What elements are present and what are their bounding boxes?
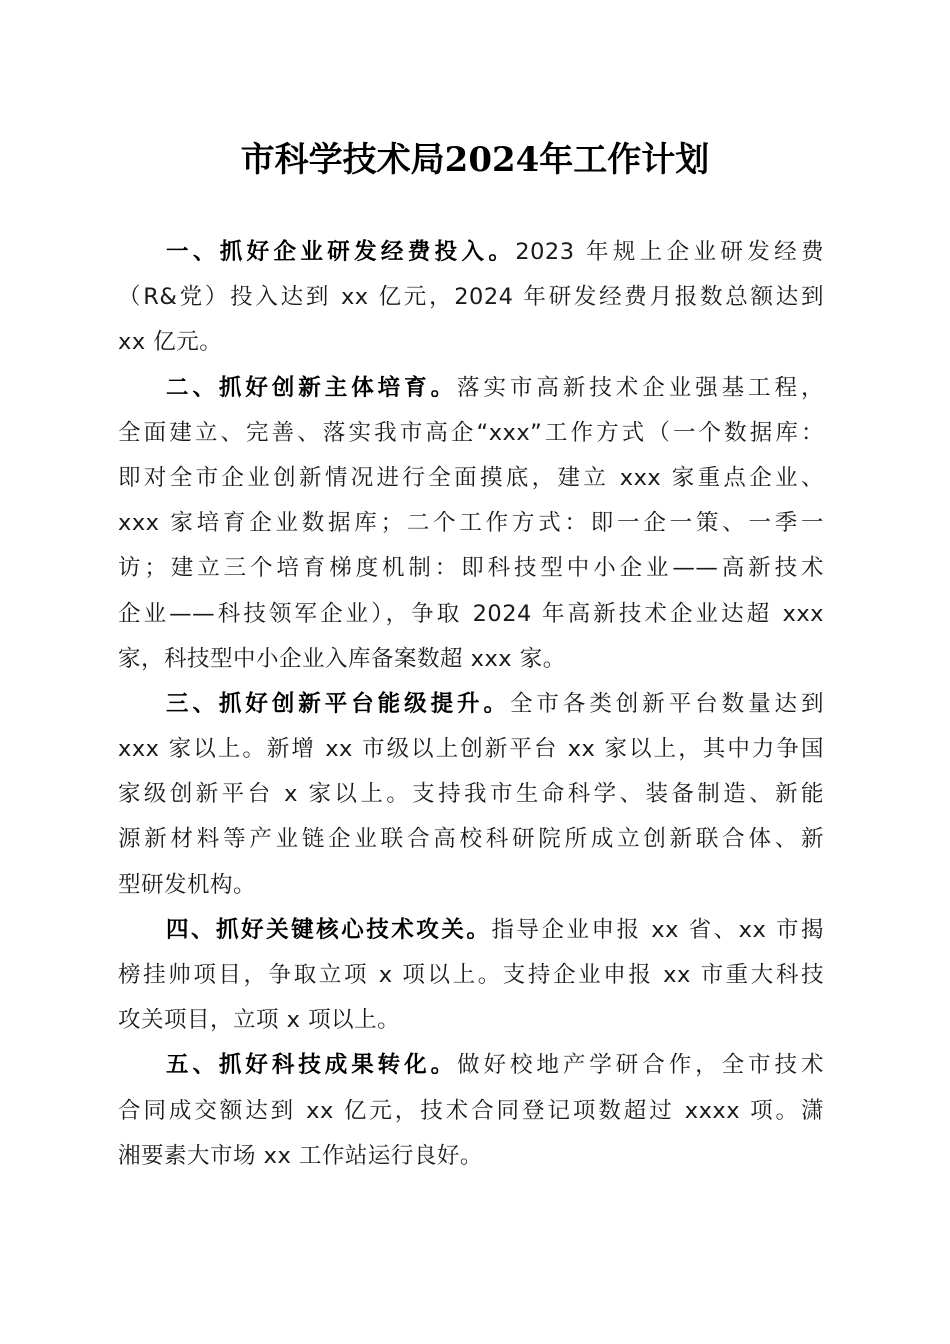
section-2-line-4: xxx 家培育企业数据库；二个工作方式：即一企一策、一季一 xyxy=(118,510,824,537)
section-1-line-3: xx 亿元。 xyxy=(118,329,223,356)
section-1-text: 2023 年规上企业研发经费 xyxy=(515,239,824,265)
section-3-line-1 xyxy=(118,682,824,727)
section-4-text: 指导企业申报 xx 省、xx 市揭 xyxy=(491,916,824,943)
section-2 xyxy=(118,366,824,682)
section-3 xyxy=(118,682,824,908)
section-1-line-2: （R&党）投入达到 xx 亿元，2024 年研发经费月报数总额达到 xyxy=(118,284,824,311)
section-3-line-2: xxx 家以上。新增 xx 市级以上创新平台 xx 家以上，其中力争国 xyxy=(118,736,824,763)
section-2-line-7: 家，科技型中小企业入库备案数超 xxx 家。 xyxy=(118,645,566,672)
section-3-line-5: 型研发机构。 xyxy=(118,871,257,898)
section-5 xyxy=(118,1043,824,1179)
section-4-line-1 xyxy=(118,908,824,953)
section-5-line-3: 湘要素大市场 xx 工作站运行良好。 xyxy=(118,1142,483,1169)
document-body xyxy=(118,230,824,1179)
section-4 xyxy=(118,908,824,1044)
section-2-line-6: 企业——科技领军企业），争取 2024 年高新技术企业达超 xxx xyxy=(118,600,824,627)
section-3-line-3: 家级创新平台 x 家以上。支持我市生命科学、装备制造、新能 xyxy=(118,781,824,808)
section-1 xyxy=(118,230,824,366)
section-2-line-1 xyxy=(118,366,824,411)
section-2-line-5: 访；建立三个培育梯度机制：即科技型中小企业——高新技术 xyxy=(118,555,824,582)
section-2-line-2: 全面建立、完善、落实我市高企“xxx”工作方式（一个数据库： xyxy=(118,419,824,446)
section-2-line-3: 即对全市企业创新情况进行全面摸底，建立 xxx 家重点企业、 xyxy=(118,464,824,491)
section-1-line-1 xyxy=(118,230,824,275)
section-4-line-3: 攻关项目，立项 x 项以上。 xyxy=(118,1007,401,1034)
section-4-line-2: 榜挂帅项目，争取立项 x 项以上。支持企业申报 xx 市重大科技 xyxy=(118,962,824,988)
section-5-line-2: 合同成交额达到 xx 亿元，技术合同登记项数超过 xxxx 项。潇 xyxy=(118,1097,824,1124)
section-1-heading: 一、抓好企业研发经费投入。 xyxy=(166,239,516,265)
section-3-heading: 三、抓好创新平台能级提升。 xyxy=(166,690,510,717)
section-3-line-4: 源新材料等产业链企业联合高校科研院所成立创新联合体、新 xyxy=(118,826,824,853)
section-5-text: 做好校地产学研合作，全市技术 xyxy=(457,1052,824,1079)
section-2-text: 落实市高新技术企业强基工程， xyxy=(457,374,824,401)
section-5-line-1 xyxy=(118,1043,824,1088)
section-3-text: 全市各类创新平台数量达到 xyxy=(509,690,824,717)
document-title: 市科学技术局2024年工作计划 xyxy=(240,140,710,180)
section-4-heading: 四、抓好关键核心技术攻关。 xyxy=(166,916,492,943)
section-5-heading: 五、抓好科技成果转化。 xyxy=(166,1052,458,1079)
section-2-heading: 二、抓好创新主体培育。 xyxy=(166,374,458,401)
